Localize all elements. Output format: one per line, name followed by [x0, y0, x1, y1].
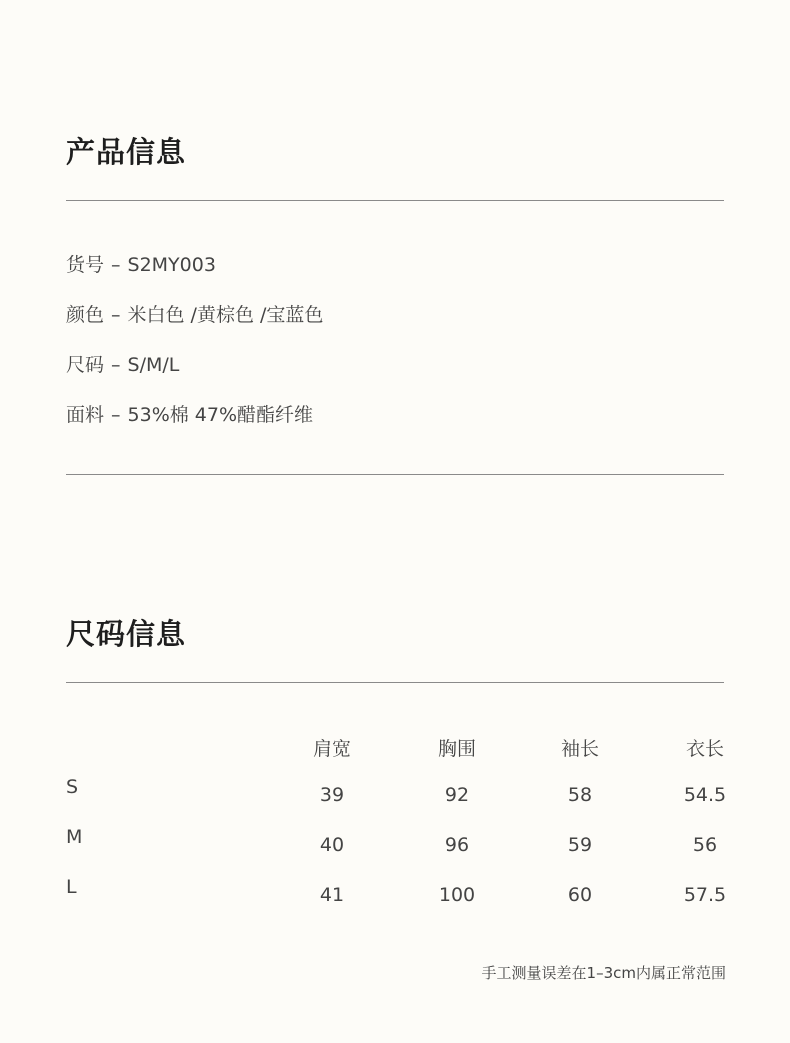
column-header-sleeve: 袖长 [560, 738, 599, 760]
row-label-l: L [66, 876, 77, 898]
info-value: 53%棉 47%醋酯纤维 [127, 404, 314, 426]
info-label: 尺码 [66, 354, 105, 376]
row-label-m: M [66, 826, 83, 848]
size-info-title: 尺码信息 [66, 617, 187, 651]
info-row-item-number [66, 250, 216, 277]
info-label: 面料 [66, 404, 105, 426]
measurement-note: 手工测量误差在1–3cm内属正常范围 [481, 964, 726, 982]
table-cell: 60 [567, 884, 593, 906]
table-cell: 54.5 [683, 784, 727, 806]
table-cell: 92 [444, 784, 470, 806]
info-separator: – [111, 304, 121, 326]
info-value: 米白色 /黄棕色 /宝蓝色 [127, 304, 324, 326]
table-cell: 39 [319, 784, 345, 806]
column-header-length: 衣长 [685, 738, 724, 760]
table-cell: 58 [567, 784, 593, 806]
info-row-color [66, 300, 323, 327]
table-cell: 100 [438, 884, 476, 906]
product-info-bottom-divider [66, 474, 724, 475]
info-label: 颜色 [66, 304, 105, 326]
row-label-s: S [66, 776, 79, 798]
table-cell: 96 [444, 834, 470, 856]
info-value: S/M/L [127, 354, 180, 376]
table-cell: 40 [319, 834, 345, 856]
info-label: 货号 [66, 254, 105, 276]
table-cell: 57.5 [683, 884, 727, 906]
product-info-title: 产品信息 [66, 135, 187, 169]
column-header-shoulder: 肩宽 [312, 738, 351, 760]
column-header-chest: 胸围 [437, 738, 476, 760]
info-separator: – [111, 254, 121, 276]
info-value: S2MY003 [127, 254, 216, 276]
table-cell: 59 [567, 834, 593, 856]
info-row-fabric [66, 400, 313, 427]
size-info-divider [66, 682, 724, 683]
info-row-size [66, 350, 179, 377]
info-separator: – [111, 354, 121, 376]
table-cell: 56 [692, 834, 718, 856]
product-info-top-divider [66, 200, 724, 201]
table-cell: 41 [319, 884, 345, 906]
info-separator: – [111, 404, 121, 426]
